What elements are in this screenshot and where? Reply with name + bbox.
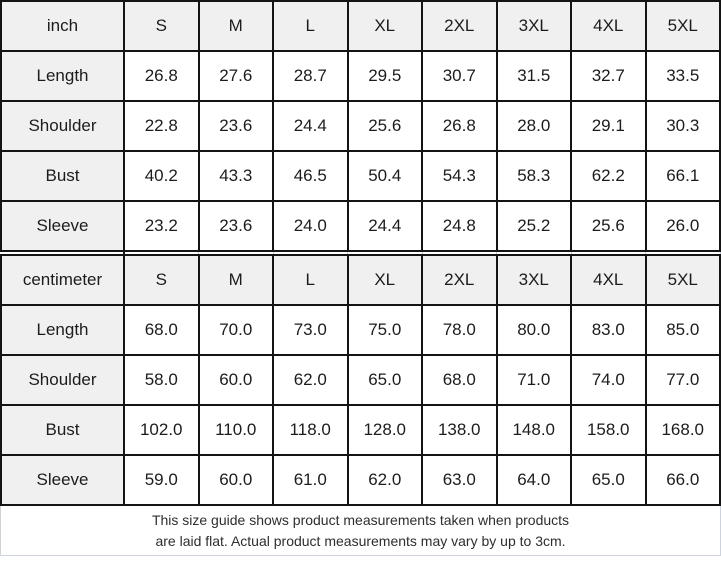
value-cell: 22.8 <box>124 101 199 151</box>
value-cell: 168.0 <box>646 405 721 455</box>
row-label-cell: Sleeve <box>1 201 124 251</box>
value-cell: 102.0 <box>124 405 199 455</box>
value-cell: 29.5 <box>348 51 423 101</box>
value-cell: 148.0 <box>497 405 572 455</box>
value-cell: 68.0 <box>124 305 199 355</box>
value-cell: 65.0 <box>571 455 646 505</box>
measurement-row <box>1 355 720 405</box>
value-cell: 23.6 <box>199 101 274 151</box>
measurement-row <box>1 51 720 101</box>
value-cell: 26.0 <box>646 201 721 251</box>
value-cell: 31.5 <box>497 51 572 101</box>
value-cell: 78.0 <box>422 305 497 355</box>
unit-label-cell: inch <box>1 1 124 51</box>
value-cell: 26.8 <box>422 101 497 151</box>
value-cell: 28.0 <box>497 101 572 151</box>
row-label-cell: Bust <box>1 405 124 455</box>
size-column-header: L <box>273 1 348 51</box>
value-cell: 24.0 <box>273 201 348 251</box>
size-column-header: 3XL <box>497 255 572 305</box>
value-cell: 62.2 <box>571 151 646 201</box>
value-cell: 58.3 <box>497 151 572 201</box>
size-header-row <box>1 1 720 51</box>
size-column-header: 2XL <box>422 1 497 51</box>
size-column-header: XL <box>348 1 423 51</box>
size-column-header: 4XL <box>571 1 646 51</box>
row-label-cell: Bust <box>1 151 124 201</box>
measurement-row <box>1 405 720 455</box>
value-cell: 71.0 <box>497 355 572 405</box>
size-column-header: L <box>273 255 348 305</box>
value-cell: 110.0 <box>199 405 274 455</box>
value-cell: 26.8 <box>124 51 199 101</box>
row-label-cell: Length <box>1 305 124 355</box>
value-cell: 59.0 <box>124 455 199 505</box>
value-cell: 63.0 <box>422 455 497 505</box>
row-label-cell: Shoulder <box>1 101 124 151</box>
measurement-row <box>1 305 720 355</box>
value-cell: 40.2 <box>124 151 199 201</box>
size-column-header: XL <box>348 255 423 305</box>
value-cell: 43.3 <box>199 151 274 201</box>
value-cell: 58.0 <box>124 355 199 405</box>
value-cell: 158.0 <box>571 405 646 455</box>
value-cell: 30.7 <box>422 51 497 101</box>
value-cell: 33.5 <box>646 51 721 101</box>
value-cell: 80.0 <box>497 305 572 355</box>
value-cell: 62.0 <box>273 355 348 405</box>
value-cell: 60.0 <box>199 355 274 405</box>
value-cell: 75.0 <box>348 305 423 355</box>
measurement-row <box>1 201 720 251</box>
size-column-header: 3XL <box>497 1 572 51</box>
value-cell: 29.1 <box>571 101 646 151</box>
value-cell: 30.3 <box>646 101 721 151</box>
value-cell: 23.2 <box>124 201 199 251</box>
row-label-cell: Length <box>1 51 124 101</box>
value-cell: 32.7 <box>571 51 646 101</box>
value-cell: 54.3 <box>422 151 497 201</box>
value-cell: 73.0 <box>273 305 348 355</box>
value-cell: 25.2 <box>497 201 572 251</box>
value-cell: 24.4 <box>348 201 423 251</box>
value-cell: 50.4 <box>348 151 423 201</box>
value-cell: 64.0 <box>497 455 572 505</box>
size-column-header: 5XL <box>646 1 721 51</box>
unit-label-cell: centimeter <box>1 255 124 305</box>
value-cell: 138.0 <box>422 405 497 455</box>
size-column-header: M <box>199 255 274 305</box>
value-cell: 65.0 <box>348 355 423 405</box>
value-cell: 24.4 <box>273 101 348 151</box>
disclaimer-line-2: are laid flat. Actual product measurements may vary by up to 3cm. <box>155 532 566 549</box>
size-column-header: S <box>124 255 199 305</box>
value-cell: 23.6 <box>199 201 274 251</box>
value-cell: 28.7 <box>273 51 348 101</box>
value-cell: 118.0 <box>273 405 348 455</box>
value-cell: 46.5 <box>273 151 348 201</box>
value-cell: 66.0 <box>646 455 721 505</box>
size-column-header: S <box>124 1 199 51</box>
value-cell: 68.0 <box>422 355 497 405</box>
value-cell: 62.0 <box>348 455 423 505</box>
size-guide-disclaimer <box>0 506 721 556</box>
value-cell: 24.8 <box>422 201 497 251</box>
value-cell: 85.0 <box>646 305 721 355</box>
size-column-header: 5XL <box>646 255 721 305</box>
size-column-header: 2XL <box>422 255 497 305</box>
value-cell: 60.0 <box>199 455 274 505</box>
disclaimer-line-1: This size guide shows product measurements taken when products <box>151 512 570 529</box>
value-cell: 128.0 <box>348 405 423 455</box>
size-column-header: M <box>199 1 274 51</box>
measurement-row <box>1 151 720 201</box>
value-cell: 25.6 <box>348 101 423 151</box>
value-cell: 27.6 <box>199 51 274 101</box>
size-table-body <box>1 1 720 505</box>
value-cell: 61.0 <box>273 455 348 505</box>
value-cell: 77.0 <box>646 355 721 405</box>
measurement-row <box>1 455 720 505</box>
value-cell: 70.0 <box>199 305 274 355</box>
size-header-row <box>1 255 720 305</box>
row-label-cell: Shoulder <box>1 355 124 405</box>
value-cell: 74.0 <box>571 355 646 405</box>
row-label-cell: Sleeve <box>1 455 124 505</box>
value-cell: 25.6 <box>571 201 646 251</box>
size-column-header: 4XL <box>571 255 646 305</box>
value-cell: 83.0 <box>571 305 646 355</box>
measurement-row <box>1 101 720 151</box>
value-cell: 66.1 <box>646 151 721 201</box>
